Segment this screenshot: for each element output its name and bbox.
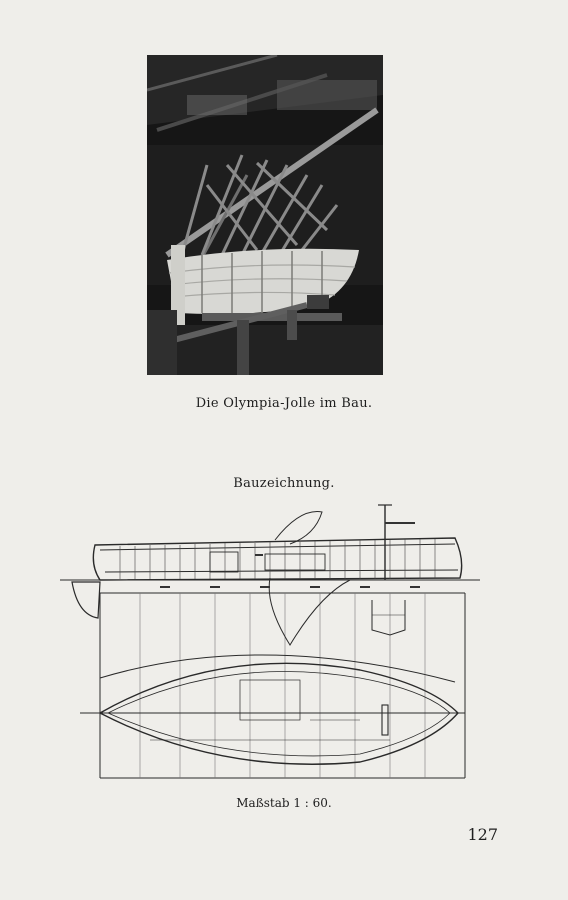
page-number: 127 [467, 825, 498, 844]
scale-label: Maßstab 1 : 60. [236, 796, 332, 810]
boat-photo-illustration [147, 55, 383, 375]
drawing-title: Bauzeichnung. [233, 476, 335, 491]
boat-construction-photo [147, 55, 383, 375]
construction-drawing [60, 500, 480, 785]
photo-caption: Die Olympia-Jolle im Bau. [195, 396, 373, 411]
boat-plan-illustration [60, 500, 480, 785]
